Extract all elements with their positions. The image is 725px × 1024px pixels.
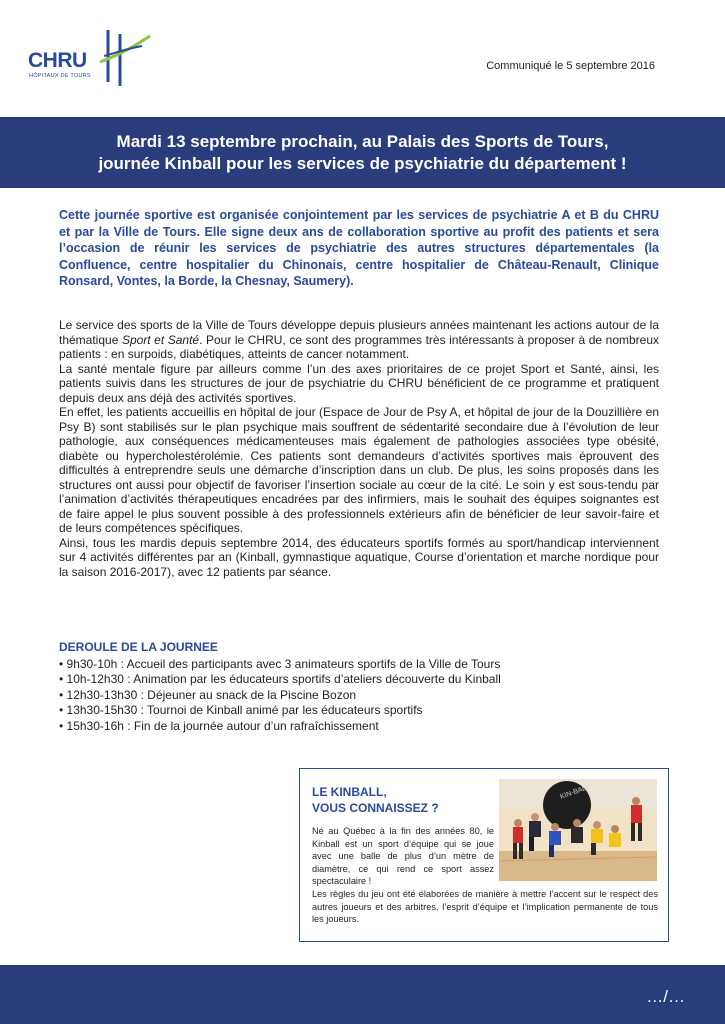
- lead-paragraph: Cette journée sportive est organisée conjointement par les services de psychiatrie A et B du CHRU et par la Ville de Tours. Elle signe deux ans de collaboration sportive au profit des patients et sera l’occasion de réunir les services de psychiatrie des autres structures départementales (la Confluence, centre hospitalier du Chinonais, centre hospitalier de Château-Renault, Clinique Ronsard, Vontes, la Borde, la Chesnay, Saumery).: [59, 208, 659, 288]
- body-paragraph-3: En effet, les patients accueillis en hôpital de jour (Espace de Jour de Psy A, et hôpital de jour de la Douzillière en Psy B) sont stabilisés sur le plan psychique mais souffrent de sédentarité secondaire due à l’évolution de leur pathologie, aux conséquences médicamenteuses mais également de pathologies associées type obésité, diabète ou hypercholestérolémie. Ces patients sont demandeurs d’activités sportives mais éprouvent des difficultés à entreprendre seuls une démarche d’inscription dans un club. De plus, les soins proposés dans les structures ont aussi pour objectif de favoriser l’insertion sociale au cœur de la cité. Le soin y est sous-tendu par l’animation d’activités thérapeutiques encadrées par des infirmiers, mais le souhait des équipes soignantes est de faire appel le plus souvent possible à des professionnels extérieurs afin de bénéficier de leur savoir-faire et de leurs compétences spécifiques.: [59, 405, 659, 535]
- agenda-title: DEROULE DE LA JOURNEE: [59, 640, 218, 654]
- headline-line-2: journée Kinball pour les services de psychiatrie du département !: [98, 153, 627, 173]
- kinball-rules: Les règles du jeu ont été élaborées de manière à mettre l’accent sur le respect des autres joueurs et des arbitres, l’esprit d’équipe et l’implication permanente de tous les joueurs.: [312, 889, 658, 924]
- body-p1-italic: Sport et Santé: [121, 332, 200, 347]
- footer-band: [0, 965, 725, 1024]
- kinball-title-line-2: VOUS CONNAISSEZ ?: [312, 801, 439, 815]
- title-band: [0, 117, 725, 188]
- agenda-item: • 9h30-10h : Accueil des participants avec 3 animateurs sportifs de la Ville de Tours: [59, 656, 501, 671]
- agenda-item: • 12h30-13h30 : Déjeuner au snack de la Piscine Bozon: [59, 687, 357, 702]
- kinball-ball-text: KIN-BALL: [559, 783, 591, 801]
- kinball-info-box: [299, 768, 669, 942]
- kinball-photo: [499, 779, 657, 881]
- headline-line-1: Mardi 13 septembre prochain, au Palais des Sports de Tours,: [116, 131, 609, 151]
- continued-marker: …/…: [646, 987, 685, 1006]
- agenda-item: • 15h30-16h : Fin de la journée autour d’un rafraîchissement: [59, 718, 379, 733]
- body-text: [59, 318, 659, 579]
- press-release-date: Communiqué le 5 septembre 2016: [486, 60, 655, 72]
- chru-logo: [28, 26, 153, 86]
- kinball-box-title: [312, 784, 439, 816]
- logo-h-mark-icon: [98, 26, 153, 86]
- kinball-title-line-1: LE KINBALL,: [312, 785, 387, 799]
- body-paragraph-4: Ainsi, tous les mardis depuis septembre 2014, des éducateurs sportifs formés au sport/handicap interviennent sur 4 activités différentes par an (Kinball, gymnastique aquatique, Course d’orientation et marche nordique pour la saison 2016-2017), avec 12 patients par séance.: [59, 535, 659, 579]
- body-p1-end: . Pour le CHRU, ce sont des programmes très intéressants à proposer à de nombreux patients : en surpoids, diabétiques, atteints de cancer notamment.: [59, 332, 660, 361]
- agenda-section: [59, 640, 659, 734]
- logo-subtitle: HÔPITAUX DE TOURS: [29, 73, 91, 79]
- kinball-description: Né au Québec à la fin des années 80, le Kinball est un sport d’équipe qui se joue avec une balle de plus d’un mètre de diamètre, ce qui rend ce sport assez spectaculaire !: [312, 826, 494, 886]
- agenda-item: • 10h-12h30 : Animation par les éducateurs sportifs d’ateliers découverte du Kinball: [59, 672, 501, 686]
- logo-wordmark: CHRU: [28, 49, 87, 72]
- agenda-item: • 13h30-15h30 : Tournoi de Kinball animé par les éducateurs sportifs: [59, 703, 423, 717]
- body-paragraph-2: La santé mentale figure par ailleurs comme l’un des axes prioritaires de ce projet Sport et Santé, ainsi, les patients suivis dans les structures de jour de psychiatrie du CHRU bénéficient de ce programme et pratiquent depuis deux ans déjà des activités sportives.: [59, 361, 659, 405]
- agenda-list: [59, 657, 659, 735]
- body-p1-start: Le service des sports de la Ville de Tours développe depuis plusieurs années maintenant les actions autour de la thématique: [59, 318, 659, 347]
- body-paragraph-1: [59, 318, 659, 362]
